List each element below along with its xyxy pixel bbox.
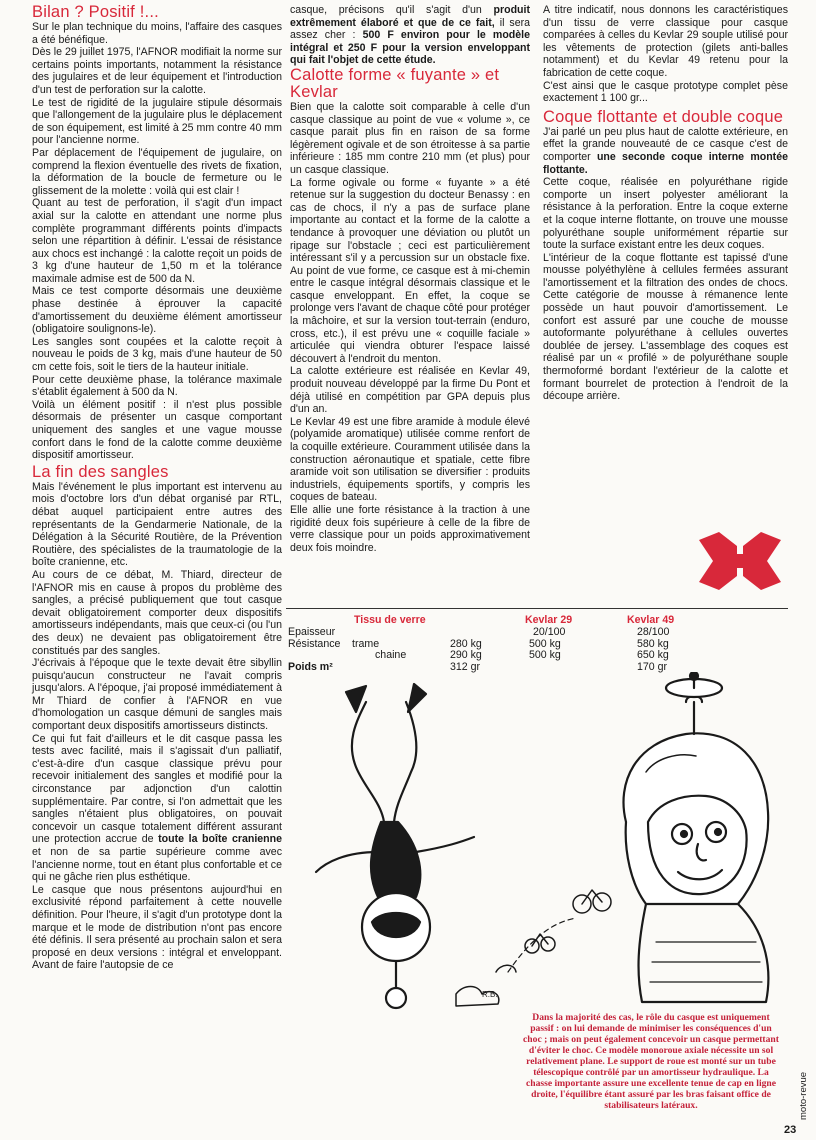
paragraph: Sur le plan technique du moins, l'affaire des casques a été bénéfique. (32, 21, 282, 46)
page-number: 23 (784, 1124, 797, 1136)
paragraph: Le casque que nous présentons aujourd'hui en exclusivité répond parfaitement à cette nouvelle définition. Pour l'heure, il s'agit d'un prototype dont la marque et le mode de distribution n'ont pas encore été définis. Il sera présenté au prochain salon et sera proposé en deux versions : intégral et enveloppant. Avant de faire l'autopsie de ce (32, 883, 282, 972)
helmet-head (624, 672, 769, 1002)
distant-bikes (525, 890, 611, 953)
paragraph: La calotte extérieure est réalisée en Kevlar 49, produit nouveau développé par la firme Du Pont et déjà utilisé en compétition par GPA depuis plus d'un an. (290, 365, 530, 416)
heading-calotte-kevlar: Calotte forme « fuyante » et Kevlar (290, 65, 500, 101)
bold-text: une seconde coque interne montée flottante. (543, 150, 788, 176)
row-label-chaine: chaine (375, 649, 407, 661)
cell-k49-chaine: 650 kg (637, 649, 669, 661)
cell-glass-poids: 312 gr (450, 661, 481, 673)
text-run: J'ai parlé un peu plus haut de calotte extérieure, en effet la grande nouveauté de ce casque c'est de comporter (543, 125, 788, 163)
cell-k29-chaine: 500 kg (529, 649, 561, 661)
row-label-trame: trame (352, 638, 380, 650)
cell-k29-trame: 500 kg (529, 638, 561, 650)
text-run: casque, précisons qu'il s'agit d'un (290, 4, 494, 16)
paragraph: Bien que la calotte soit comparable à celle d'un casque classique au point de vue « volume », ce casque parait plus fin en raison de sa forme légèrement ogivale et de son étroitesse à sa partie inférieure : 185 mm contre 210 mm (et plus) pour un casque classique. (290, 100, 530, 176)
table-top-rule (286, 608, 788, 609)
text-run: Ce qui fut fait d'ailleurs et le dit casque passa les tests avec facilité, mais il s'agissait d'un palliatif, c'est-à-dire d'un casque classique prévu pour recevoir initialement des sangles et modifié pour la circonstance par adjonction d'un calottin supplémentaire. Par contre, si l'on admettait que les sangles n'étaient plus obligatoires, on pouvait concevoir un casque totalement différent assurant une protection accrue de (32, 732, 282, 846)
paragraph: L'intérieur de la coque flottante est tapissé d'une mousse polyéthylène à cellules fermées assurant l'amortissement et la filtration des ondes de chocs. Cette catégorie de mousse à rémanence lente possède un haut pouvoir d'amortissement. Le confort est assuré par une couche de mousse autoformante polyuréthane à cellules ouvertes doublée de jersey. L'assemblage des coques est réalisé par un « profilé » de polyuréthane souple thermoformé bordant l'extérieur de la calotte et formant bourrelet de protection à l'endroit de la découpe arrière. (543, 251, 788, 403)
paragraph: La forme ogivale ou forme « fuyante » a été retenue sur la suggestion du docteur Benassy : en cas de chocs, il n'y a pas de surface plane importante au contact et la forme de la calotte a tendance à provoquer une déviation ou plutôt un ripage sur l'obstacle ; ceci est particulièrement intéressant s'il y a percussion sur un obstacle fixe. Au point de vue forme, ce casque est à mi-chemin entre le casque intégral désormais classique et le casque enveloppant. En effet, la coque se prolonge vers l'avant de chaque côté pour protéger la mâchoire, et sur la version tout-terrain (enduro, cross, etc.), il est prévu une « coquille faciale » articulée qui viendra obturer l'espace laissé découvert à l'endroit du menton. (290, 176, 530, 365)
paragraph: C'est ainsi que le casque prototype complet pèse exactement 1 100 gr... (543, 79, 788, 105)
row-label-poids: Poids m² (288, 661, 333, 673)
text-run: et non de sa partie supérieure comme avec l'ancienne norme, tout en étant plus confortable et ce qui ne gâche rien plus esthétique. (32, 846, 282, 884)
row-label-epaisseur: Epaisseur (288, 626, 336, 638)
paragraph: Mais ce test comporte désormais une deuxième phase destinée à éprouver la capacité d'amortissement du deuxième élément amortisseur (obligatoire soulignons-le). (32, 285, 282, 336)
paragraph: Elle allie une forte résistance à la traction à une rigidité deux fois supérieure à celle de la fibre de verre classique pour un poids approximativement deux fois moindre. (290, 503, 530, 554)
cell-glass-chaine: 290 kg (450, 649, 482, 661)
header-kevlar-29: Kevlar 29 (525, 614, 573, 626)
bold-text: produit extrêmement élaboré et que de ce fait, (290, 4, 530, 29)
paragraph: Le test de rigidité de la jugulaire stipule désormais que l'allongement de la jugulaire plus le déplacement de son équipement, est limité à 25 mm contre 40 mm pour l'ancienne norme. (32, 96, 282, 147)
paragraph: Les sangles sont coupées et la calotte reçoit à nouveau le poids de 3 kg, mais d'une hauteur de 50 cm cette fois, soit le tiers de la hauteur initiale. (32, 335, 282, 374)
paragraph: Voilà un élément positif : il n'est plus possible désormais de présenter un casque comportant uniquement des sangles et une vague mousse confort dans le fond de la calotte comme deuxième dispositif amortisseur. (32, 398, 282, 462)
paragraph: Cette coque, réalisée en polyuréthane rigide comporte un insert polyester améliorant la résistance à la perforation. Entre la coque externe et la coque interne flottante, on trouve une mousse polyuréthane souple uniformément répartie sur toute la surface existant entre les deux coques. (543, 176, 788, 252)
paragraph: Pour cette deuxième phase, la tolérance maximale s'établit également à 500 da N. (32, 373, 282, 399)
header-tissu-de-verre: Tissu de verre (354, 614, 426, 626)
paragraph (290, 4, 530, 67)
paragraph: J'écrivais à l'époque que le texte devait être sibyllin puisqu'aucun constructeur ne l'avait compris jusqu'alors. A l'époque, j'ai proposé immédiatement à Mr Thiard de confier à l'AFNOR en vue d'homologation un casque démuni de sangles mais comportant deux dispositifs amortisseurs distincts. (32, 657, 282, 733)
heading-bilan: Bilan ? Positif !... (32, 3, 159, 21)
column-3 (543, 4, 788, 403)
heading-coque-flottante: Coque flottante et double coque (543, 107, 784, 126)
paragraph: A titre indicatif, nous donnons les caractéristiques d'un tissu de verre classique pour casque comparées à celles du Kevlar 29 souple utilisé pour les vêtements de protection (gilets anti-balles notamment) et du Kevlar 49 retenu pour la fabrication de cette coque. (543, 4, 788, 79)
bold-text: toute la boîte cranienne (158, 833, 283, 846)
cell-k29-epaisseur: 20/100 (533, 626, 566, 638)
paragraph: Par déplacement de l'équipement de jugulaire, on comprend la flexion éventuelle des rivets de fixation, la déformation de la boucle de fermeture ou le glissement de la molette : voilà qui est clair ! (32, 146, 282, 197)
cell-k49-poids: 170 gr (637, 661, 668, 673)
cell-k49-trame: 580 kg (637, 638, 669, 650)
paragraph: Dès le 29 juillet 1975, l'AFNOR modifiait la norme sur certains points importants, notamment la résistance des jugulaires et de leur équipement et l'introduction d'un test de perforation sur la calotte. (32, 46, 282, 96)
bold-text: 500 F environ pour le modèle intégral et 250 F pour la version enveloppant qui fait l'objet de cette étude. (290, 29, 530, 67)
side-label-text: moto-revue (798, 1071, 809, 1120)
paragraph: Mais l'événement le plus important est intervenu au mois d'octobre lors d'un débat organisé par RTL, débat auquel participaient entre autres des représentants de la Gendarmerie Nationale, de la Délégation à la Sécurité Routière, de la Prévention Routière, des spécialistes de la traumatologie de la boîte cranienne, etc. (32, 480, 282, 569)
rider-figure (316, 684, 474, 1008)
paragraph: Le Kevlar 49 est une fibre aramide à module élevé (polyamide aromatique) utilisée comme renfort de la coquille extérieure. Couramment utilisée dans la construction aéronautique et spatiale, cette fibre aramide voit son utilisation se diversifier : produits industriels, équipements sportifs, y compris les coques de bateau. (290, 415, 530, 504)
paragraph (32, 733, 282, 884)
column-1 (32, 4, 282, 972)
cell-k49-epaisseur: 28/100 (637, 626, 670, 638)
paragraph: Quant au test de perforation, il s'agit d'un impact axial sur la calotte en attendant une norme plus complète programmant différents points d'impacts selon une répartition à définir. L'essai de résistance aux chocs est inchangé : la calotte reçoit un poids de 3 kg d'une hauteur de 1,50 m et la tolérance maximale admise est de 500 da N. (32, 197, 282, 285)
paragraph: Au cours de ce débat, M. Thiard, directeur de l'AFNOR mis en cause à propos du problème des sangles, a précisé publiquement que tout casque devait obligatoirement comporter deux dispositifs amortisseurs indépendants, mais que ceux-ci (ou l'un des deux) ne devaient pas obligatoirement être constitués par des sangles. (32, 568, 282, 657)
text-run: il sera assez cher : (290, 16, 531, 42)
magazine-logo-icon (697, 532, 781, 590)
helmet-cartoon-illustration (286, 672, 786, 1012)
paragraph (543, 126, 788, 176)
row-label-resistance: Résistance (288, 638, 341, 650)
svg-text:R.B.: R.B. (482, 990, 498, 999)
header-kevlar-49: Kevlar 49 (627, 614, 675, 626)
column-2 (290, 4, 530, 554)
cell-glass-trame: 280 kg (450, 638, 482, 650)
illustration-caption: Dans la majorité des cas, le rôle du casque est uniquement passif : on lui demande de minimiser les conséquences d'un choc ; mais on peut également concevoir un casque permettant d'éviter le choc. Ce modèle monoroue axiale nécessite un sol relativement plane. Le support de roue est monté sur un tube télescopique contrôlé par un amortisseur hydraulique. La chasse importante assure une excellente tenue de cap en ligne droite, l'équilibre étant assuré par les bras faisant office de stabilisateurs latéraux. (523, 1012, 779, 1111)
heading-fin-des-sangles: La fin des sangles (32, 462, 169, 481)
side-label (798, 1060, 810, 1120)
